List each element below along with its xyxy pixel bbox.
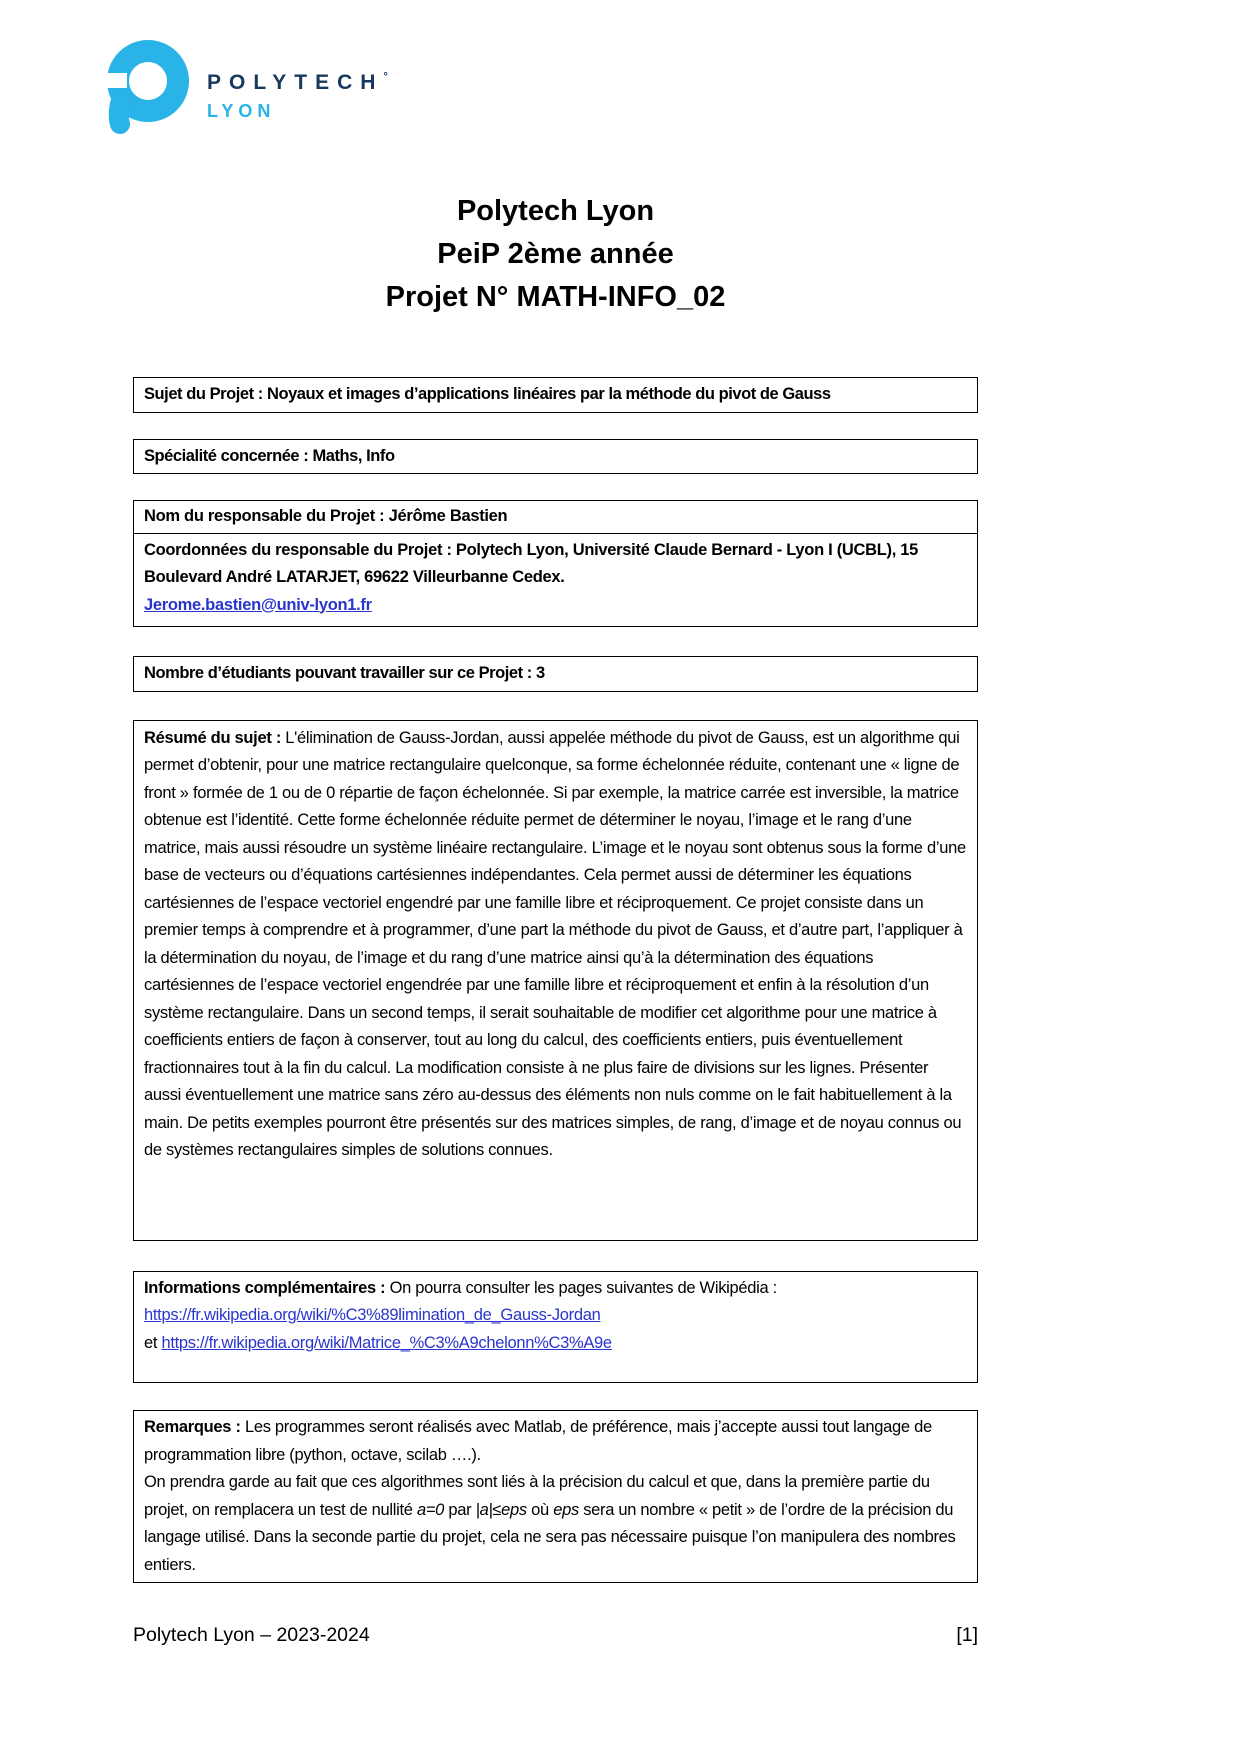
remarks-math-abs-eps: |a|≤eps [475, 1500, 527, 1519]
additional-info-paragraph [144, 1275, 967, 1358]
additional-info-box [133, 1271, 978, 1384]
summary-label: Résumé du sujet : [144, 728, 282, 747]
remarks-paragraph-2 [144, 1469, 967, 1579]
subject-box [133, 377, 978, 413]
logo-registered-mark: ° [383, 71, 388, 83]
supervisor-name-text: Nom du responsable du Projet : Jérôme Bastien [144, 507, 508, 525]
summary-paragraph [144, 725, 967, 1165]
summary-box [133, 720, 978, 1241]
supervisor-box [133, 500, 978, 627]
polytech-logo-icon [95, 36, 197, 136]
wikipedia-link-gauss-jordan[interactable]: https://fr.wikipedia.org/wiki/%C3%89limination_de_Gauss-Jordan [144, 1306, 601, 1324]
logo-brand-word: POLYTECH [207, 71, 384, 94]
polytech-logo [95, 36, 388, 136]
page-number: [1] [956, 1624, 978, 1646]
document-title [133, 190, 978, 319]
supervisor-contact-row [134, 534, 977, 627]
remarks-paragraph-1 [144, 1414, 967, 1469]
specialty-box [133, 439, 978, 475]
second-link-prefix: et [144, 1333, 162, 1352]
supervisor-contact-text: Coordonnées du responsable du Projet : Polytech Lyon, Université Claude Bernard - Lyon I (UCBL), 15 Boulevard André LATARJET, 69622 Villeurbanne Cedex. [144, 540, 919, 586]
remarks-text-2c: où [526, 1500, 554, 1519]
wikipedia-link-matrice-echelonnee[interactable]: https://fr.wikipedia.org/wiki/Matrice_%C3%A9chelonn%C3%A9e [161, 1333, 612, 1352]
remarks-text-2a: On prendra garde au fait que ces algorithmes sont liés à la précision du calcul et que, dans la première partie du projet, on remplacera un test de nullité [144, 1473, 930, 1519]
supervisor-name-row [134, 501, 977, 534]
remarks-text-2b: par [444, 1500, 476, 1519]
specialty-text: Spécialité concernée : Maths, Info [144, 446, 395, 465]
additional-info-intro: On pourra consulter les pages suivantes de Wikipédia : [385, 1278, 777, 1297]
logo-city-text: LYON [207, 101, 276, 121]
subject-text: Sujet du Projet : Noyaux et images d’applications linéaires par la méthode du pivot de Gauss [144, 385, 831, 403]
student-count-box [133, 656, 978, 692]
document-content [133, 377, 978, 1583]
title-line-2: PeiP 2ème année [437, 238, 674, 270]
supervisor-email-link[interactable]: Jerome.bastien@univ-lyon1.fr [144, 595, 372, 614]
remarks-box [133, 1410, 978, 1583]
additional-info-label: Informations complémentaires : [144, 1278, 386, 1297]
page-footer [133, 1624, 978, 1647]
remarks-math-a0: a=0 [416, 1500, 445, 1519]
title-line-1: Polytech Lyon [456, 195, 655, 227]
remarks-math-eps: eps [553, 1500, 579, 1519]
title-line-3: Projet N° MATH-INFO_02 [385, 281, 726, 313]
remarks-text-1: Les programmes seront réalisés avec Matlab, de préférence, mais j’accepte aussi tout langage de programmation libre (python, octave, scilab ….). [144, 1418, 932, 1464]
summary-text: L'élimination de Gauss-Jordan, aussi appelée méthode du pivot de Gauss, est un algorithme qui permet d’obtenir, pour une matrice rectangulaire quelconque, sa forme échelonnée réduite, contenant une « ligne de front » formée de 1 ou de 0 répartie de façon échelonnée. Si par exemple, la matrice carrée est inversible, la matrice obtenue est l’identité. Cette forme échelonnée réduite permet de déterminer le noyau, l’image et le rang d’une matrice, mais aussi résoudre un système linéaire rectangulaire. L’image et le noyau sont obtenus sous la forme d’une base de vecteurs ou d’équations cartésiennes indépendantes. Cela permet aussi de déterminer les équations cartésiennes de l’espace vectoriel engendré par une famille libre et réciproquement. Ce projet consiste dans un premier temps à comprendre et à programmer, d’une part la méthode du pivot de Gauss, et d’autre part, l’appliquer à la détermination du noyau, de l’image et du rang d’une matrice ainsi qu’à la détermination des équations cartésiennes de l’espace vectoriel engendrée par une famille libre et réciproquement et enfin à la résolution d’un système rectangulaire. Dans un second temps, il serait souhaitable de modifier cet algorithme pour une matrice à coefficients entiers de façon à conserver, tout au long du calcul, des coefficients entiers, puis éventuellement fractionnaires tout à la fin du calcul. La modification consiste à ne plus faire de divisions sur les lignes. Présenter aussi éventuellement une matrice sans zéro au-dessus des éléments non nuls comme on le fait habituellement à la main. De petits exemples pourront être présentés sur des matrices simples, de rang, d’image et de noyau connus ou de systèmes rectangulaires simples de solutions connues. [144, 728, 966, 1159]
remarks-label: Remarques : [144, 1418, 241, 1436]
footer-text: Polytech Lyon – 2023-2024 [133, 1624, 370, 1646]
logo-brand-text [207, 66, 388, 94]
remarks-text-2d: sera un nombre « petit » de l’ordre de la précision du langage utilisé. Dans la seconde partie du projet, cela ne sera pas nécessaire puisque l’on manipulera des nombres entiers. [144, 1500, 956, 1574]
logo-text [207, 66, 388, 122]
student-count-text: Nombre d’étudiants pouvant travailler sur ce Projet : 3 [144, 664, 545, 682]
